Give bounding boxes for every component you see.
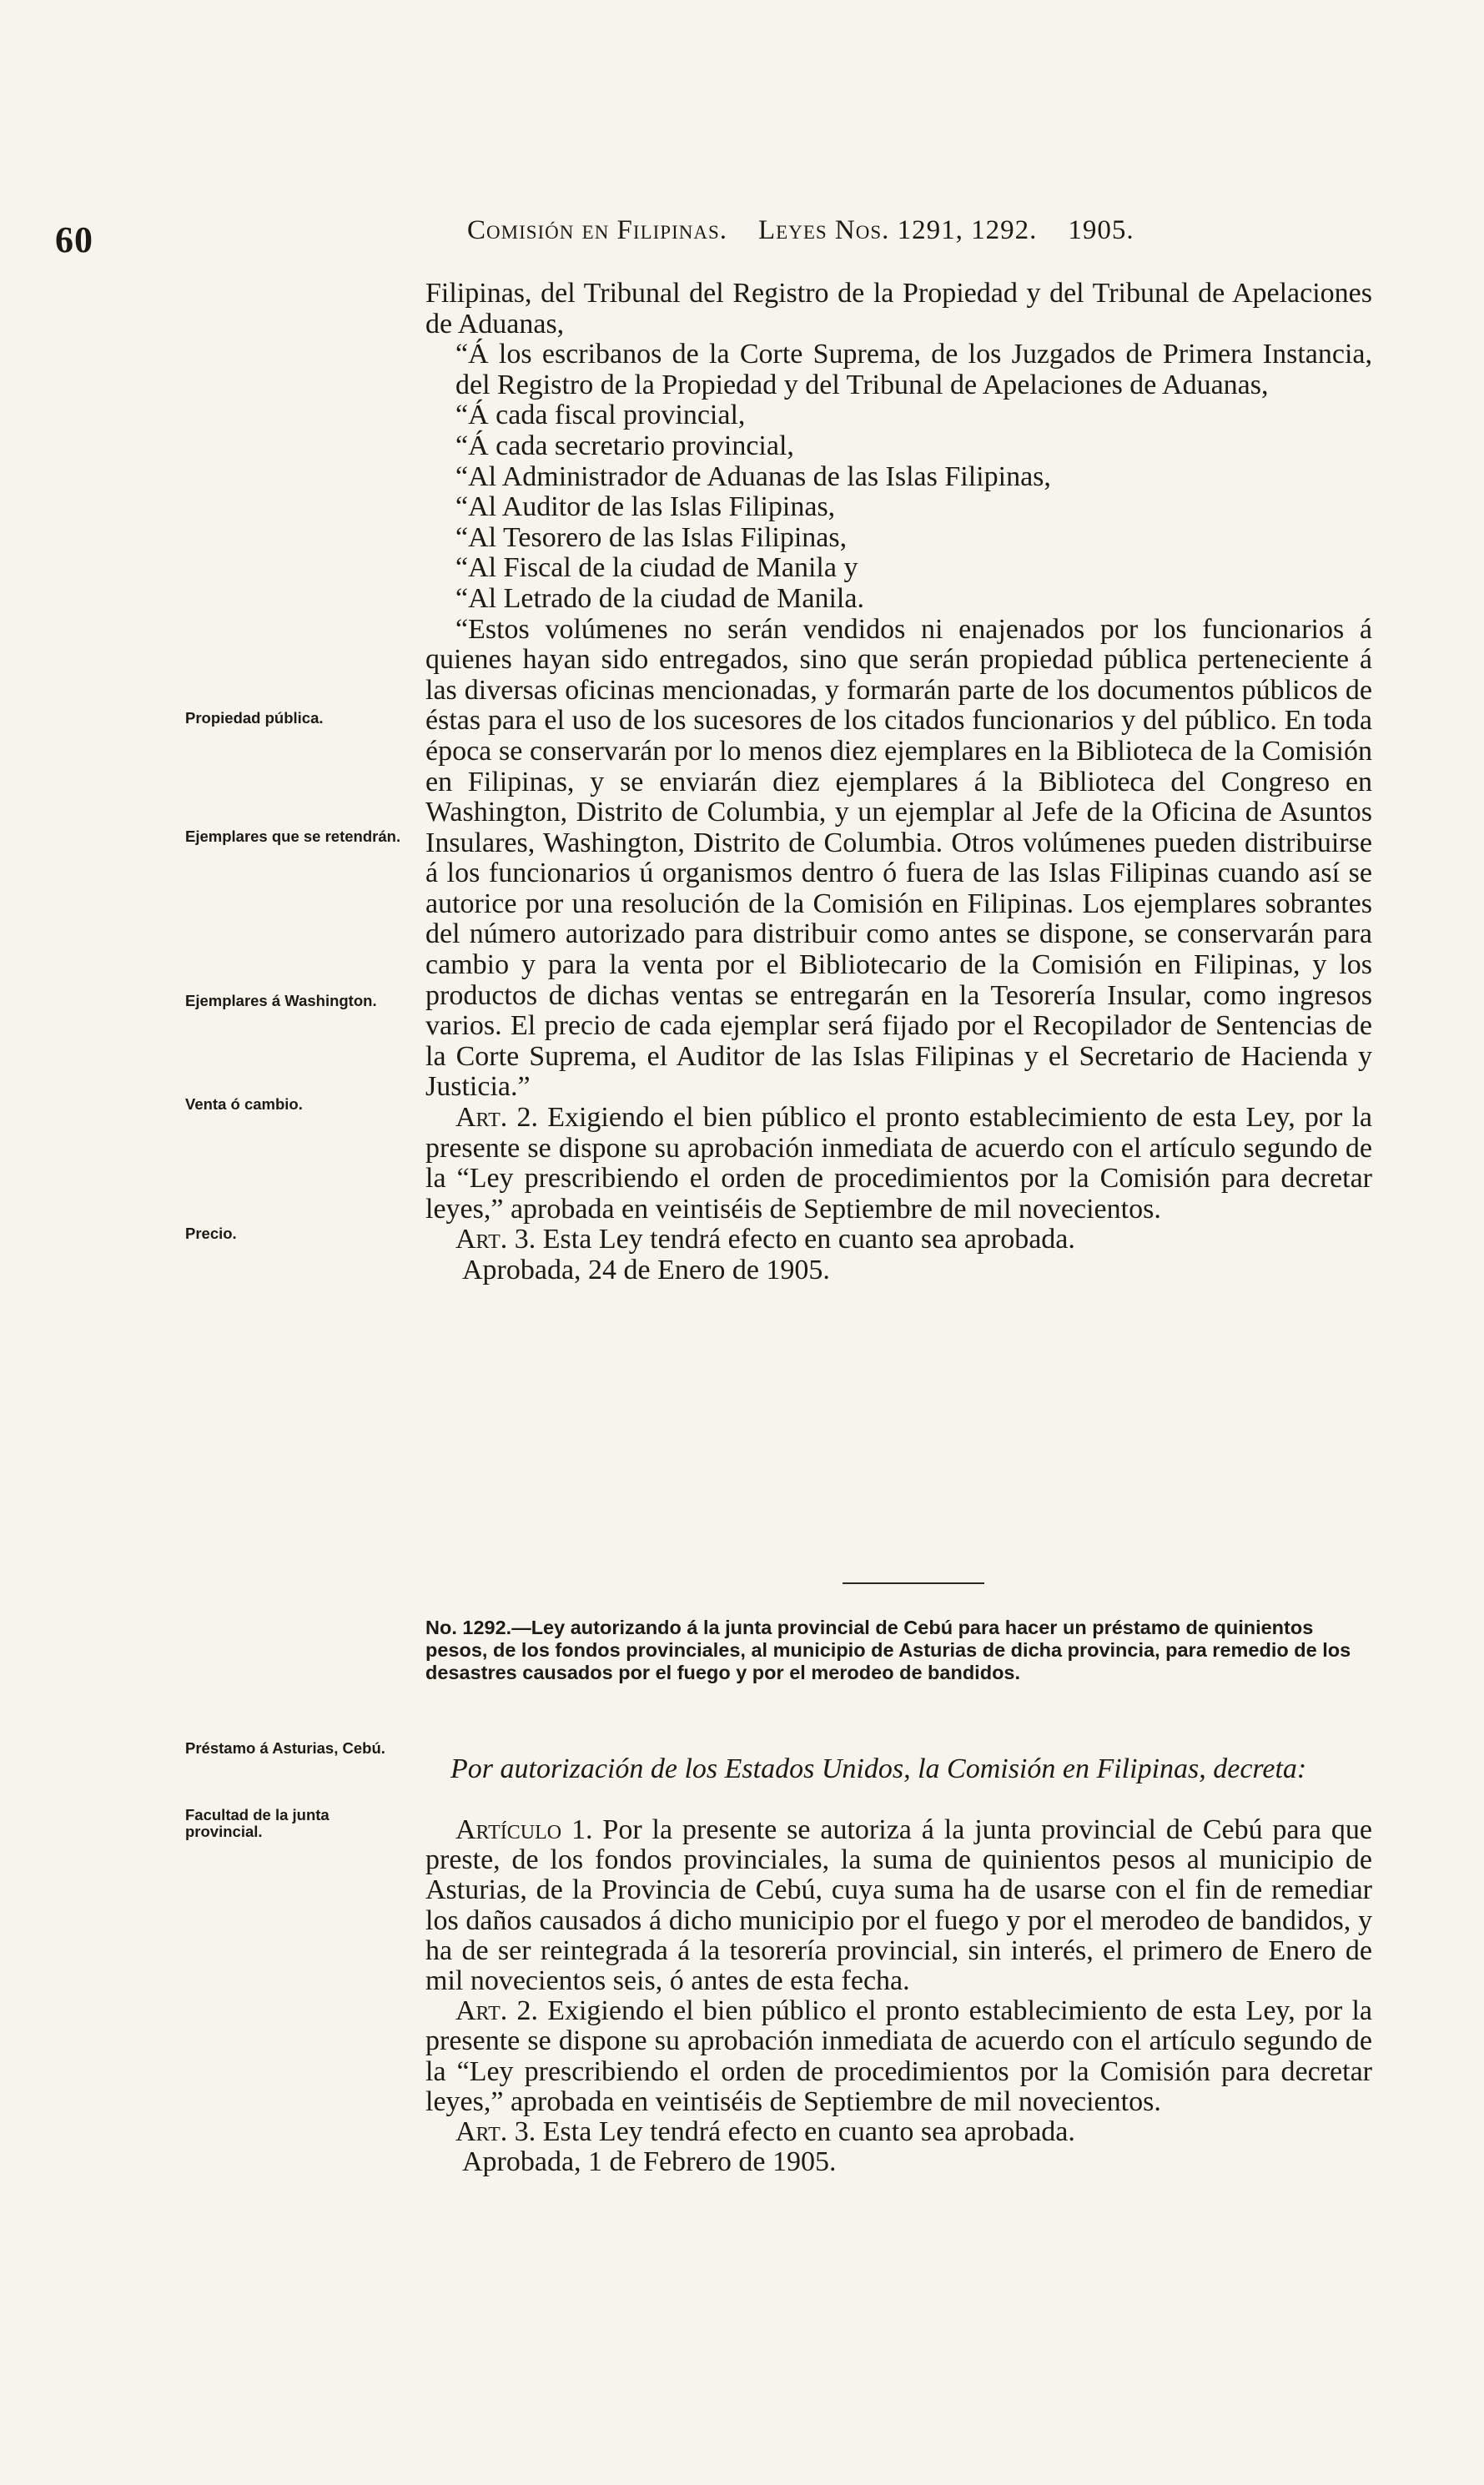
article-3-paragraph — [425, 1225, 1372, 1255]
page-number: 60 — [55, 219, 93, 260]
article-1-label: Artículo 1. — [455, 1814, 593, 1845]
approval-date: Aprobada, 24 de Enero de 1905. — [462, 1255, 830, 1285]
article-2-label: Art. 2. — [455, 1102, 538, 1134]
recipient-line: “Al Tesorero de las Islas Filipinas, — [455, 521, 848, 553]
law-1292-number: No. 1292. — [425, 1617, 512, 1638]
margin-note-ejemplares-retenidos: Ejemplares que se retendrán. — [185, 827, 401, 845]
continuation-paragraph: Filipinas, del Tribunal del Registro de la Propiedad y del Tribunal de Apelaciones de Aduanas, — [425, 278, 1372, 340]
law-1292-heading — [425, 1617, 1372, 1684]
enacting-clause: Por autorización de los Estados Unidos, la Comisión en Filipinas, decreta: — [450, 1753, 1307, 1784]
recipient-line: “Á cada secretario provincial, — [455, 430, 794, 461]
law-1292-title-text: —Ley autorizando á la junta provincial de Cebú para hacer un préstamo de quinientos pesos, de los fondos provinciales, al municipio de Asturias de dicha provincia, para remedio de los desastres causados por el fuego y por el merodeo de bandidos. — [425, 1617, 1351, 1683]
running-title: Comisión en Filipinas. — [467, 215, 727, 245]
section-divider — [843, 1582, 984, 1584]
margin-note-venta: Venta ó cambio. — [185, 1095, 303, 1113]
running-head — [467, 215, 1351, 246]
article-1-text: Por la presente se autoriza á la junta provincial de Cebú para que preste, de los fondos provinciales, la suma de quinientos pesos al municipio de Asturias, de la Provincia de Cebú, cuya suma ha de usarse con el fin de remediar los daños causados á dicho municipio por el fuego y por el merodeo de bandidos, y ha de ser reintegrada á la tesorería provincial, sin interés, el primero de Enero de mil novecientos seis, ó antes de esta fecha. — [425, 1814, 1373, 1997]
law-1291-body — [425, 279, 1372, 1286]
margin-note-precio: Precio. — [185, 1225, 237, 1242]
recipient-line: “Á los escribanos de la Corte Suprema, de los Juzgados de Primera Instancia, del Registro de la Propiedad y del Tribunal de Apelaciones de Aduanas, — [455, 339, 1372, 400]
article-3-label: Art. 3. — [455, 1224, 536, 1255]
approval-date: Aprobada, 1 de Febrero de 1905. — [462, 2146, 837, 2178]
margin-note-ejemplares-washington: Ejemplares á Washington. — [185, 992, 377, 1009]
recipient-line: “Al Auditor de las Islas Filipinas, — [455, 491, 836, 523]
article-2-text: Exigiendo el bien público el pronto establecimiento de esta Ley, por la presente se dispone su aprobación inmediata de acuerdo con el artículo segundo de la “Ley prescribiendo el orden de procedimientos por la Comisión para decretar leyes,” aprobada en veintiséis de Septiembre de mil novecientos. — [425, 1995, 1372, 2117]
recipient-line: “Al Administrador de Aduanas de las Islas Filipinas, — [455, 460, 1051, 492]
distribution-paragraph: “Estos volúmenes no serán vendidos ni enajenados por los funcionarios á quienes hayan sido entregados, sino que serán propiedad pública perteneciente á las diversas oficinas mencionadas, y formarán parte de los documentos públicos de éstas para el uso de los sucesores de los citados funcionarios y del público. En toda época se conservarán por lo menos diez ejemplares en la Biblioteca de la Comisión en Filipinas, y se enviarán diez ejemplares á la Biblioteca del Congreso en Washington, Distrito de Columbia, y un ejemplar al Jefe de la Oficina de Asuntos Insulares, Washington, Distrito de Columbia. Otros volúmenes pueden distribuirse á los funcionarios ú organismos dentro ó fuera de las Islas Filipinas cuando así se autorice por una resolución de la Comisión en Filipinas. Los ejemplares sobrantes del número autorizado para distribuir como antes se dispone, se conservarán para cambio y para la venta por el Bibliotecario de la Comisión en Filipinas, y los productos de dichas ventas se entregarán en la Tesorería Insular, como ingresos varios. El precio de cada ejemplar será fijado por el Recopilador de Sentencias de la Corte Suprema, el Auditor de las Islas Filipinas y el Secretario de Hacienda y Justicia.” — [425, 613, 1372, 1103]
article-2-text: Exigiendo el bien público el pronto establecimiento de esta Ley, por la presente se dispone su aprobación inmediata de acuerdo con el artículo segundo de la “Ley prescribiendo el orden de procedimientos por la Comisión para decretar leyes,” aprobada en veintiséis de Septiembre de mil novecientos. — [425, 1102, 1372, 1225]
running-year: 1905. — [1068, 215, 1134, 245]
margin-note-facultad: Facultad de la junta provincial. — [185, 1806, 329, 1840]
recipient-line: “Al Letrado de la ciudad de Manila. — [455, 582, 864, 614]
law-1292-title — [425, 1617, 1372, 1684]
article-2-label: Art. 2. — [455, 1995, 538, 2027]
running-laws: Leyes Nos. 1291, 1292. — [758, 215, 1038, 245]
article-3-text: Esta Ley tendrá efecto en cuanto sea aprobada. — [542, 2116, 1075, 2148]
article-3-label: Art. 3. — [455, 2116, 536, 2148]
recipient-line: “Al Fiscal de la ciudad de Manila y — [455, 552, 858, 584]
margin-note-prestamo: Préstamo á Asturias, Cebú. — [185, 1739, 385, 1757]
article-3-paragraph — [425, 2117, 1372, 2147]
article-2-paragraph — [425, 1996, 1372, 2117]
article-3-text: Esta Ley tendrá efecto en cuanto sea aprobada. — [542, 1224, 1075, 1255]
recipient-line: “Á cada fiscal provincial, — [455, 400, 746, 431]
law-1292-body — [425, 1815, 1372, 2177]
margin-note-propiedad: Propiedad pública. — [185, 709, 324, 727]
article-2-paragraph — [425, 1103, 1372, 1225]
article-1-paragraph — [425, 1815, 1372, 1996]
